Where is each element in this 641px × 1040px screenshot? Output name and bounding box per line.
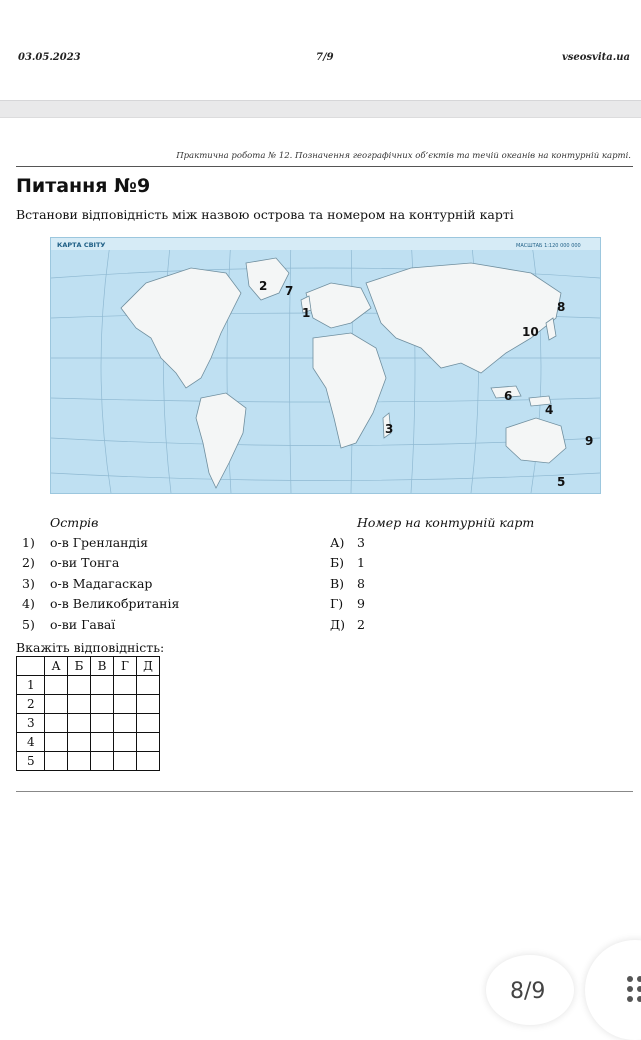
- number-value: 8: [357, 576, 365, 591]
- grid-col-header: А: [45, 657, 68, 676]
- number-key: Д): [330, 617, 346, 632]
- header-rule: [16, 166, 633, 167]
- grid-cell[interactable]: [45, 733, 68, 752]
- island-name: о-в Мадагаскар: [50, 576, 153, 591]
- grid-cell[interactable]: [114, 695, 137, 714]
- island-index: 2): [22, 555, 35, 570]
- grid-row-header: 1: [17, 676, 45, 695]
- island-index: 1): [22, 535, 35, 550]
- grid-col-header: Б: [68, 657, 91, 676]
- grid-cell[interactable]: [91, 676, 114, 695]
- map-label-1: 1: [302, 306, 311, 320]
- footer-rule: [16, 791, 633, 792]
- question-text: Встанови відповідність між назвою острова та номером на контурній карті: [16, 207, 514, 222]
- grid-cell[interactable]: [114, 714, 137, 733]
- island-name: о-ви Тонга: [50, 555, 120, 570]
- grid-col-header: В: [91, 657, 114, 676]
- island-index: 4): [22, 596, 35, 611]
- header-page: 7/9: [316, 52, 334, 63]
- grid-col-header: Г: [114, 657, 137, 676]
- header-site: vseosvita.ua: [561, 52, 630, 63]
- map-title: КАРТА СВІТУ: [57, 241, 106, 249]
- number-value: 2: [357, 617, 365, 632]
- map-label-10: 10: [522, 325, 539, 339]
- island-name: о-ви Гаваї: [50, 617, 116, 632]
- grid-cell[interactable]: [137, 752, 160, 771]
- grid-cell[interactable]: [137, 733, 160, 752]
- map-label-4: 4: [545, 403, 554, 417]
- number-key: В): [330, 576, 345, 591]
- grid-cell[interactable]: [114, 676, 137, 695]
- grid-row-header: 5: [17, 752, 45, 771]
- grid-cell[interactable]: [137, 676, 160, 695]
- grid-cell[interactable]: [91, 695, 114, 714]
- grid-cell[interactable]: [114, 752, 137, 771]
- answer-grid: [16, 656, 160, 771]
- map-label-2: 2: [259, 279, 268, 293]
- map-canvas: [51, 238, 600, 493]
- island-index: 3): [22, 576, 35, 591]
- grid-cell[interactable]: [68, 714, 91, 733]
- grid-cell[interactable]: [91, 714, 114, 733]
- grid-corner: [17, 657, 45, 676]
- grid-cell[interactable]: [68, 676, 91, 695]
- grid-row-header: 4: [17, 733, 45, 752]
- island-name: о-в Гренландія: [50, 535, 149, 550]
- grid-cell[interactable]: [45, 752, 68, 771]
- number-value: 9: [357, 596, 365, 611]
- grid-cell[interactable]: [68, 733, 91, 752]
- grid-cell[interactable]: [45, 676, 68, 695]
- page-counter-label: 8/9: [510, 979, 546, 1004]
- header-date: 03.05.2023: [18, 52, 81, 63]
- answer-label: Вкажіть відповідність:: [16, 640, 165, 655]
- grid-cell[interactable]: [45, 695, 68, 714]
- column-header-island: Острів: [50, 515, 99, 530]
- number-value: 3: [357, 535, 365, 550]
- grid-cell[interactable]: [68, 695, 91, 714]
- number-key: Б): [330, 555, 345, 570]
- worksheet-subtitle: Практична робота № 12. Позначення географічних об’єктів та течій океанів на контурній карті.: [176, 151, 631, 161]
- grid-cell[interactable]: [137, 695, 160, 714]
- map-label-7: 7: [285, 284, 294, 298]
- map-scale: МАСШТАБ 1:120 000 000: [516, 243, 581, 249]
- grid-cell[interactable]: [91, 733, 114, 752]
- number-key: А): [330, 535, 345, 550]
- grid-row-header: 2: [17, 695, 45, 714]
- grid-cell[interactable]: [137, 714, 160, 733]
- island-name: о-в Великобританія: [50, 596, 180, 611]
- island-index: 5): [22, 617, 35, 632]
- grid-row-header: 3: [17, 714, 45, 733]
- menu-button[interactable]: [585, 940, 641, 1040]
- number-value: 1: [357, 555, 365, 570]
- map-land: [121, 258, 566, 488]
- map-label-8: 8: [557, 300, 566, 314]
- page-counter-button[interactable]: [486, 955, 574, 1025]
- grid-cell[interactable]: [68, 752, 91, 771]
- column-header-number: Номер на контурній карт: [357, 515, 535, 530]
- map-label-6: 6: [504, 389, 513, 403]
- map-label-5: 5: [557, 475, 566, 489]
- grid-cell[interactable]: [91, 752, 114, 771]
- grid-cell[interactable]: [45, 714, 68, 733]
- grid-col-header: Д: [137, 657, 160, 676]
- map-label-9: 9: [585, 434, 594, 448]
- question-title: Питання №9: [16, 175, 151, 197]
- grid-cell[interactable]: [114, 733, 137, 752]
- world-contour-map: [50, 237, 601, 494]
- map-label-3: 3: [385, 422, 394, 436]
- number-key: Г): [330, 596, 344, 611]
- page-separator: [0, 100, 641, 118]
